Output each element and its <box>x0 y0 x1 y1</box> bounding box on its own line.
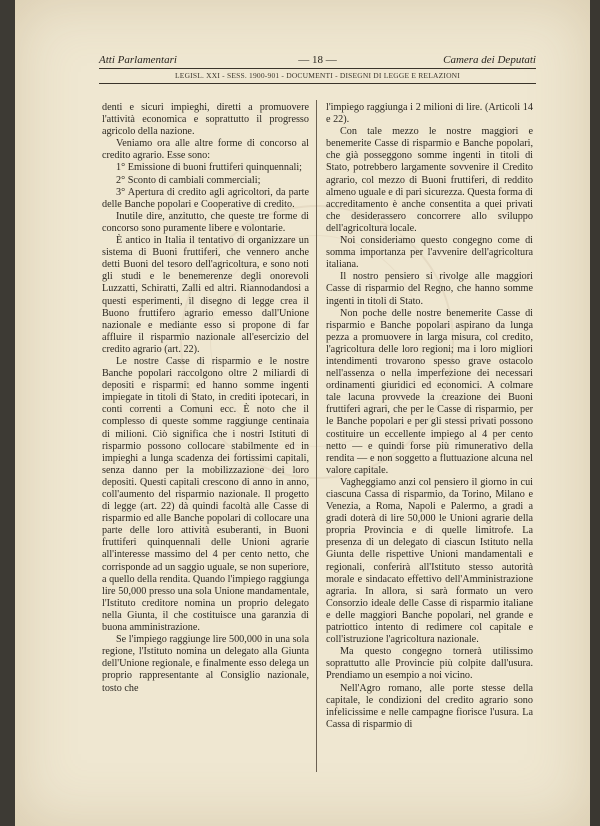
scan-right-edge <box>590 0 600 826</box>
paragraph: Ma questo congegno tornerà utilissimo soprattutto alle Provincie più colpite dall'usura. Prendiamo un esempio a noi vicino. <box>326 646 533 682</box>
column-divider <box>316 100 317 772</box>
scan-left-edge <box>0 0 15 826</box>
list-item: 3° Apertura di credito agli agricoltori, da parte delle Banche popolari e Cooperative di credito. <box>102 186 309 210</box>
paragraph: Non poche delle nostre benemerite Casse di risparmio e Banche popolari aspirano da lunga pezza a promuovere in larga misura, col credito, l'agricoltura delle loro regioni; ma i loro migliori intendimenti trovarono spesso grave ostacolo nell'assenza o nella imperfezione dei necessari ordinamenti giuridici ed economici. A colmare tale lacuna provvede la creazione dei Buoni fruttiferi agrari, che per le Casse di risparmio, per le Banche popolari e per gli stessi privati possono costituire un eccellente impiego al 4 per cento netto — e quindi forse più rimunerativo della rendita — e non soggetto a fluttuazione alcuna nel valore capitale. <box>326 307 533 476</box>
paragraph: Noi consideriamo questo congegno come di somma importanza per l'avvenire dell'agricoltura italiana. <box>326 235 533 271</box>
paragraph: Vagheggiamo anzi col pensiero il giorno in cui ciascuna Cassa di risparmio, da Torino, Milano e Venezia, a Roma, Napoli e Palermo, a gradi a gradi doterà di lire 50,000 le Unioni agrarie della propria Provincia e di quelle limitrofe. La presenza di un delegato di ciascun Istituto nella Giunta delle rispettive Unioni mandamentali e regionali, conferirà all'Istituto stesso autorità morale e sindacato effettivo dell'Amministrazione agraria. In allora, si sarà formato un vero Consorzio ideale delle Casse di risparmio italiane e delle maggiori Banche popolari, nel grande e patriottico intento di redimere col capitale e coll'istruzione l'agricoltura nazionale. <box>326 476 533 646</box>
header-left: Atti Parlamentari <box>99 54 177 66</box>
header-rule <box>99 68 536 69</box>
page-number: — 18 — <box>298 54 337 66</box>
paragraph: Veniamo ora alle altre forme di concorso al credito agrario. Esse sono: <box>102 138 309 162</box>
paragraph: l'impiego raggiunga i 2 milioni di lire. (Articoli 14 e 22). <box>326 102 533 126</box>
paragraph: Se l'impiego raggiunge lire 500,000 in una sola regione, l'Istituto nomina un delegato alla Giunta dell'Unione regionale, e finalmente esso delega un proprio rappresentante al Consiglio nazionale, tosto che <box>102 634 309 694</box>
running-header <box>99 54 536 68</box>
paragraph: denti e sicuri impieghi, diretti a promuovere l'attività economica e soprattutto il progresso agricolo della nazione. <box>102 102 309 138</box>
paragraph: Nell'Agro romano, alle porte stesse della capitale, le condizioni del credito agrario sono infelicissime e nelle campagne fiorisce l'usura. La Cassa di risparmio di <box>326 682 533 730</box>
paragraph: Il nostro pensiero si rivolge alle maggiori Casse di risparmio del Regno, che hanno somme ingenti in titoli di Stato. <box>326 271 533 307</box>
paragraph: Con tale mezzo le nostre maggiori e benemerite Casse di risparmio e Banche popolari, che già posseggono somme ingenti in titoli di Stato, potrebbero largamente sovvenire il Credito agrario, col mezzo di Buoni fruttiferi, di reddito almeno uguale e di pari sicurezza. Questa forma di accreditamento è anche consentita a quei privati che desiderassero concorrere allo sviluppo dell'agricoltura locale. <box>326 126 533 234</box>
left-column <box>102 102 309 695</box>
paragraph: È antico in Italia il tentativo di organizzare un sistema di Buoni fruttiferi, che vennero anche detti Buoni del tesoro dell'agricoltura, e sono noti gli studi e le benemerenze degli onorevoli Luzzatti, Schiratti, Zalli ed altri. Riannodandosi a questi esperimenti, il disegno di legge crea il Buono fruttifero agrario emesso dall'Unione nazionale e mediante esso si propone di far affluire il risparmio nazionale all'esercizio del credito agrario (art. 22). <box>102 235 309 355</box>
right-column <box>326 102 533 731</box>
list-item: 2° Sconto di cambiali commerciali; <box>116 174 261 186</box>
paragraph: Inutile dire, anzitutto, che queste tre forme di concorso sono puramente libere e volontarie. <box>102 210 309 234</box>
paragraph: Le nostre Casse di risparmio e le nostre Banche popolari raccolgono oltre 2 miliardi di depositi e risparmi: ed hanno somme ingenti impiegate in titoli di Stato, in crediti ipotecari, in conti correnti a Comuni ecc. È noto che il complesso di queste somme raggiunge centinaia di milioni. Ciò significa che i nostri Istituti di risparmio possono collocare stabilmente ed in impieghi a lunga scadenza dei fortissimi capitali, senza danno per la mobilizzazione dei loro depositi. Questi capitali crescono di anno in anno, coll'aumento del risparmio nazionale. Il progetto di legge (art. 22) dà quindi facoltà alle Casse di risparmio ed alle Banche popolari di collocare una parte delle loro attività esuberanti, in Buoni fruttiferi quinquennali delle Unioni agrarie all'interesse massimo del 4 per cento netto, che corrisponde ad un saggio uguale, se non superiore, a quello della rendita. Quando l'impiego raggiunga lire 50,000 presso una sola Unione mandamentale, l'Istituto creditore nomina un proprio delegato nella Giunta, il che costituisce una garanzia di buona amministrazione. <box>102 355 309 634</box>
legislature-subheader: LEGISL. XXI - SESS. 1900-901 - DOCUMENTI - DISEGNI DI LEGGE E RELAZIONI <box>175 71 460 80</box>
subheader-rule <box>99 83 536 84</box>
list-item: 1° Emissione di buoni fruttiferi quinquennali; <box>116 162 303 174</box>
header-right: Camera dei Deputati <box>443 54 536 66</box>
